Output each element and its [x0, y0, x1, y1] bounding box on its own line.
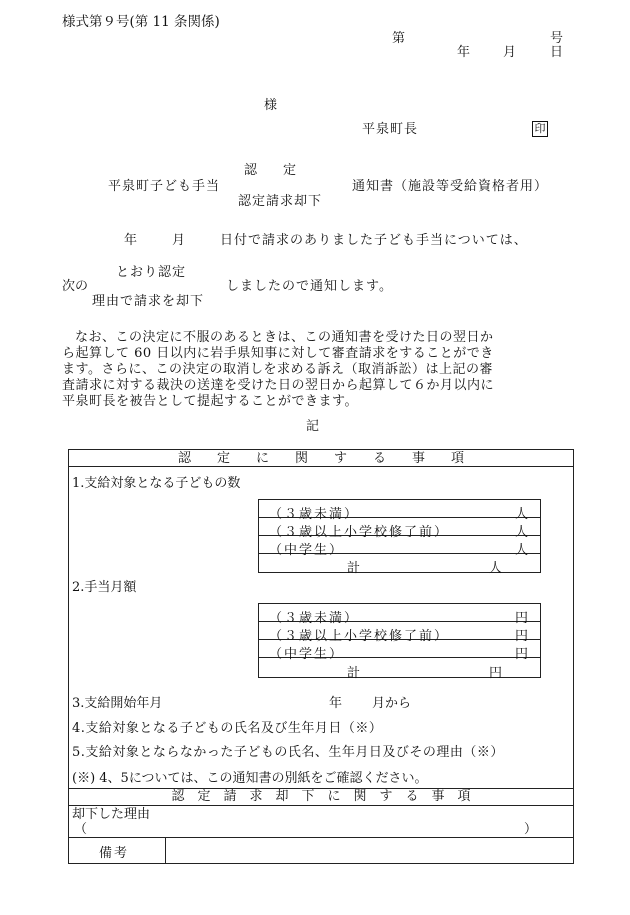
- result-option-nintei: とおり認定: [116, 265, 187, 280]
- amount-table: [258, 603, 541, 681]
- amount-total-label: 計: [347, 666, 361, 681]
- result-option-kyakka: 理由で請求を却下: [92, 294, 205, 309]
- notice-line: ら起算して 60 日以内に岩手県知事に対して審査請求をすることができ: [62, 346, 494, 361]
- reject-paren-open: （: [74, 822, 88, 837]
- form-id: 様式第９号(第 11 条関係): [62, 14, 220, 30]
- date-line-text: 日付で請求のありました子ども手当については、: [220, 233, 528, 248]
- amount-row-unit: 円: [514, 611, 528, 626]
- header-go: 号: [550, 31, 564, 46]
- count-row-label: （中学生）: [269, 543, 345, 558]
- amount-row-label: （３歳以上小学校修了前）: [269, 629, 450, 644]
- ki-mark: 記: [306, 419, 320, 434]
- seal-mark: 印: [532, 121, 548, 137]
- notice-line: なお、この決定に不服のあるときは、この通知書を受けた日の翌日か: [75, 330, 494, 345]
- date-year: 年: [124, 233, 138, 248]
- count-total-unit: 人: [488, 561, 502, 576]
- amount-row-unit: 円: [514, 629, 528, 644]
- title-option-kyakka: 認定請求却下: [238, 194, 323, 209]
- section2-label: 2.手当月額: [72, 580, 137, 595]
- notice-line: ます。さらに、この決定の取消しを求める訴え（取消訴訟）は上記の審: [62, 362, 493, 377]
- rule: [68, 466, 574, 467]
- date-month: 月: [172, 233, 186, 248]
- notice-paragraph: [62, 330, 567, 410]
- count-row-label: （３歳未満）: [269, 507, 360, 522]
- addressee-suffix: 様: [264, 98, 278, 113]
- count-total-label: 計: [347, 561, 361, 576]
- notice-line: 平泉町長を被告として提起することができます。: [62, 394, 358, 409]
- amount-row-label: （中学生）: [269, 647, 345, 662]
- table-header-kyakka: 認 定 請 求 却 下 に 関 す る 事 項: [171, 789, 471, 804]
- rule: [68, 805, 574, 806]
- header-year: 年: [457, 45, 471, 60]
- item3-year: 年: [329, 696, 343, 711]
- header-day: 日: [550, 45, 564, 60]
- count-row-unit: 人: [514, 543, 528, 558]
- section1-label: 1.支給対象となる子どもの数: [72, 476, 241, 491]
- count-row-label: （３歳以上小学校修了前）: [269, 525, 450, 540]
- child-count-table: [258, 499, 541, 576]
- notice-line: 査請求に対する裁決の送達を受けた日の翌日から起算して６か月以内に: [62, 378, 495, 393]
- result-suffix: しましたので通知します。: [226, 279, 393, 294]
- title-suffix: 通知書（施設等受給資格者用）: [352, 179, 549, 194]
- amount-row-unit: 円: [514, 647, 528, 662]
- amount-row-label: （３歳未満）: [269, 611, 360, 626]
- rule: [68, 837, 574, 838]
- rule: [68, 788, 574, 789]
- item5-label: 5.支給対象とならなかった子どもの氏名、生年月日及びその理由（※）: [72, 745, 504, 760]
- result-prefix: 次の: [62, 279, 89, 294]
- item4-label: 4.支給対象となる子どもの氏名及び生年月日（※）: [72, 721, 383, 736]
- header-month: 月: [503, 45, 517, 60]
- remarks-label: 備考: [99, 846, 130, 861]
- item3-label: 3.支給開始年月: [72, 696, 163, 711]
- count-row-unit: 人: [514, 525, 528, 540]
- count-row-unit: 人: [514, 507, 528, 522]
- table-header-nintei: 認 定 に 関 す る 事 項: [177, 451, 464, 466]
- item3-month-from: 月から: [372, 696, 412, 711]
- title-option-nintei: 認 定: [244, 163, 297, 178]
- header-dai: 第: [392, 31, 406, 46]
- reject-paren-close: ）: [524, 822, 538, 837]
- remarks-divider: [165, 837, 166, 864]
- title-prefix: 平泉町子ども手当: [108, 179, 221, 194]
- note-text: (※) 4、5については、この通知書の別紙をご確認ください。: [72, 771, 428, 786]
- reject-reason-label: 却下した理由: [72, 807, 151, 822]
- amount-total-unit: 円: [488, 666, 502, 681]
- issuer: 平泉町長: [362, 122, 419, 137]
